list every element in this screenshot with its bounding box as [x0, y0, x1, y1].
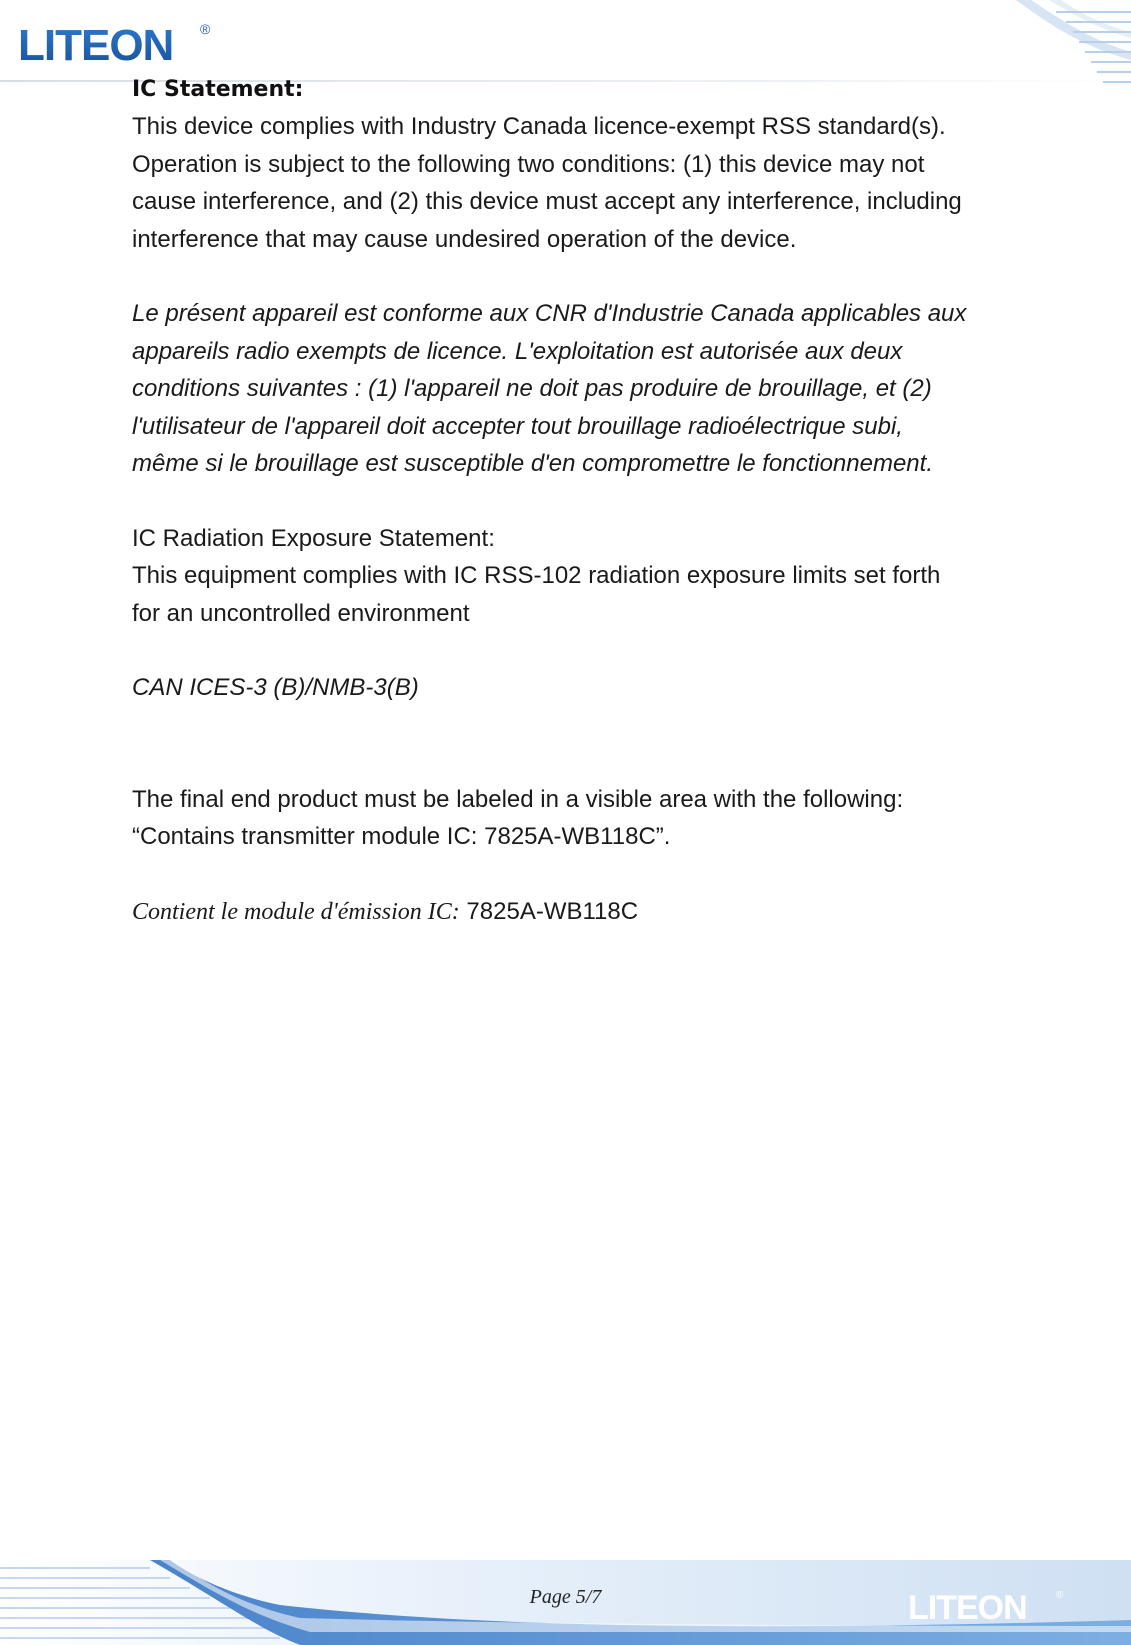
document-body [132, 72, 1012, 931]
ic-statement-title: IC Statement: [132, 77, 304, 102]
french-line: conditions suivantes : (1) l'appareil ne doit pas produire de brouillage, et (2) [132, 375, 932, 402]
radiation-title: IC Radiation Exposure Statement: [132, 524, 495, 552]
ic-line: interference that may cause undesired operation of the device. [132, 225, 797, 253]
french-line: même si le brouillage est susceptible d'en compromettre le fonctionnement. [132, 450, 933, 477]
spacer [132, 707, 1012, 781]
spacer [132, 258, 1012, 295]
spacer [132, 632, 1012, 669]
footer-registered-mark: ® [1056, 1590, 1064, 1601]
ic-line: Operation is subject to the following two conditions: (1) this device may not [132, 150, 925, 178]
spacer [132, 483, 1012, 520]
french-labeling-id: 7825A-WB118C [459, 897, 639, 925]
labeling-line: The final end product must be labeled in a visible area with the following: [132, 785, 904, 813]
radiation-line: for an uncontrolled environment [132, 599, 470, 627]
liteon-logo [16, 18, 216, 70]
french-line: appareils radio exempts de licence. L'exploitation est autorisée aux deux [132, 337, 903, 365]
ic-line: cause interference, and (2) this device must accept any interference, including [132, 188, 962, 215]
ic-line: This device complies with Industry Canada licence-exempt RSS standard(s). [132, 113, 946, 140]
registered-mark: ® [200, 21, 211, 37]
french-line: Le présent appareil est conforme aux CNR d'Industrie Canada applicables aux [132, 300, 967, 327]
logo-wordmark: LITEON [18, 21, 174, 70]
footer-liteon-logo [908, 1586, 1068, 1626]
french-labeling [132, 893, 1012, 932]
french-labeling-prefix: Contient le module d'émission IC: [132, 898, 460, 925]
radiation-line: This equipment complies with IC RSS-102 radiation exposure limits set forth [132, 562, 941, 589]
ices-statement: CAN ICES-3 (B)/NMB-3(B) [132, 674, 419, 701]
footer-logo-wordmark: LITEON [908, 1589, 1027, 1626]
spacer [132, 856, 1012, 893]
french-line: l'utilisateur de l'appareil doit accepter tout brouillage radioélectrique subi, [132, 412, 903, 440]
page-number: Page 5/7 [529, 1586, 602, 1608]
labeling-line: “Contains transmitter module IC: 7825A-WB118C”. [132, 823, 671, 850]
